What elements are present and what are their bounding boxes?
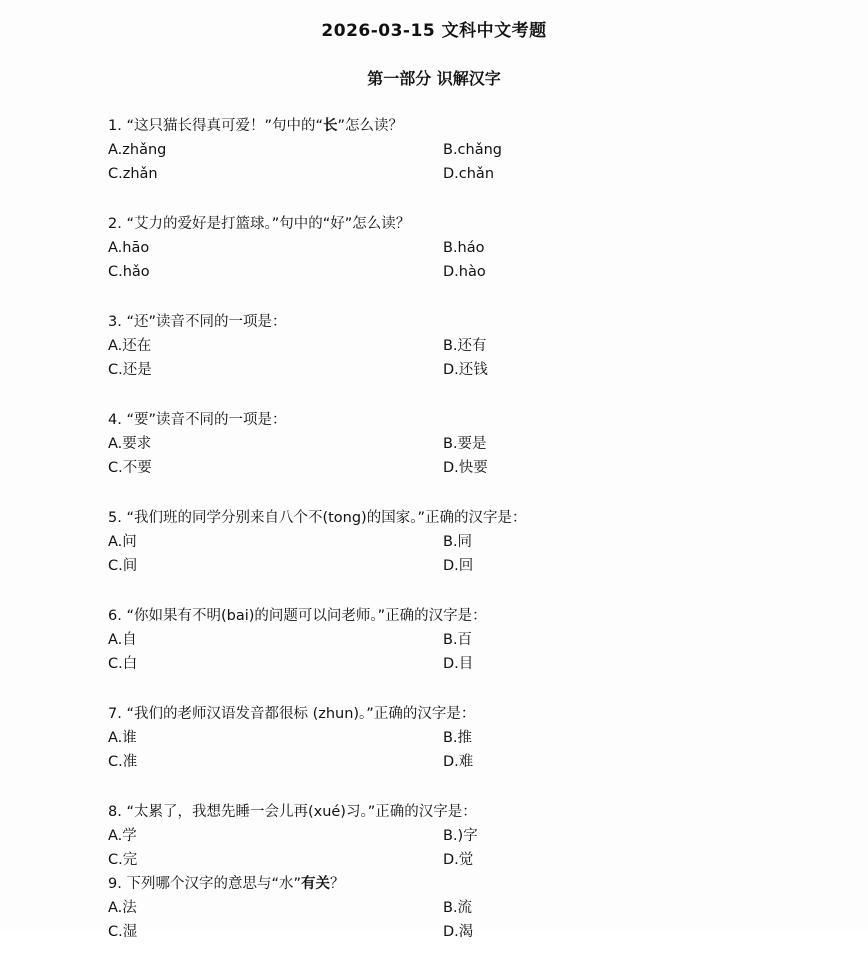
option-a: A.谁 (108, 730, 137, 746)
option-row (108, 824, 828, 848)
question-stem: 6. “你如果有不明(bai)的问题可以问老师。”正确的汉字是： (108, 608, 487, 624)
option-row (108, 896, 828, 920)
option-c: C.湿 (108, 924, 138, 940)
option-c: C.hǎo (108, 264, 150, 280)
question-5 (108, 506, 828, 604)
question-7 (108, 702, 828, 800)
question-stem: 7. “我们的老师汉语发音都很标 (zhun)。”正确的汉字是： (108, 706, 476, 722)
option-a: A.要求 (108, 436, 152, 452)
question-2 (108, 212, 828, 310)
question-stem: 5. “我们班的同学分别来自八个不(tong)的国家。”正确的汉字是： (108, 510, 527, 526)
option-row (108, 652, 828, 676)
option-row (108, 138, 828, 162)
option-row (108, 554, 828, 578)
option-d: D.难 (443, 754, 474, 770)
option-a: A.自 (108, 632, 137, 648)
option-a: A.学 (108, 828, 137, 844)
option-row (108, 162, 828, 186)
option-row (108, 456, 828, 480)
option-a: A.zhǎng (108, 142, 167, 158)
stem-text: 1. “这只猫长得真可爱！”句中的“ (108, 118, 323, 134)
option-b: B.chǎng (443, 142, 502, 158)
option-row (108, 920, 828, 944)
section-title: 第一部分 识解汉字 (367, 69, 501, 88)
stem-emphasis: 长 (322, 118, 338, 134)
option-b: B.同 (443, 534, 473, 550)
option-a: A.hāo (108, 240, 150, 256)
option-b: B.百 (443, 632, 473, 648)
option-d: D.chǎn (443, 166, 495, 182)
option-row (108, 530, 828, 554)
option-c: C.zhǎn (108, 166, 158, 182)
option-c: C.白 (108, 656, 138, 672)
option-row (108, 334, 828, 358)
option-d: D.hào (443, 264, 486, 280)
question-stem: 8. “太累了，我想先睡一会儿再(xué)习。”正确的汉字是： (108, 804, 477, 820)
option-c: C.间 (108, 558, 138, 574)
question-stem: 4. “要”读音不同的一项是： (108, 412, 287, 428)
question-1 (108, 114, 828, 212)
option-row (108, 628, 828, 652)
option-c: C.还是 (108, 362, 152, 378)
stem-emphasis: 有关 (300, 876, 330, 892)
option-b: B.还有 (443, 338, 487, 354)
option-row (108, 260, 828, 284)
question-9 (108, 872, 828, 970)
question-stem (108, 872, 828, 896)
option-a: A.还在 (108, 338, 152, 354)
option-d: D.快要 (443, 460, 488, 476)
option-c: C.完 (108, 852, 138, 868)
stem-text: 9. 下列哪个汉字的意思与“水” (108, 876, 301, 892)
question-8 (108, 800, 828, 872)
option-a: A.问 (108, 534, 137, 550)
question-4 (108, 408, 828, 506)
option-b: B.)字 (443, 828, 478, 844)
question-stem (108, 114, 828, 138)
option-d: D.目 (443, 656, 474, 672)
stem-text-end: ？ (329, 876, 345, 892)
stem-text-end: ”怎么读？ (337, 118, 403, 134)
option-row (108, 236, 828, 260)
question-stem: 3. “还”读音不同的一项是： (108, 314, 287, 330)
question-list (108, 114, 828, 970)
option-b: B.háo (443, 240, 485, 256)
option-row (108, 848, 828, 872)
option-row (108, 358, 828, 382)
question-6 (108, 604, 828, 702)
option-c: C.准 (108, 754, 138, 770)
option-row (108, 432, 828, 456)
document-title: 2026-03-15 文科中文考题 (321, 21, 547, 41)
option-d: D.还钱 (443, 362, 488, 378)
option-c: C.不要 (108, 460, 152, 476)
option-a: A.法 (108, 900, 137, 916)
option-b: B.要是 (443, 436, 487, 452)
question-3 (108, 310, 828, 408)
option-d: D.觉 (443, 852, 474, 868)
option-b: B.推 (443, 730, 473, 746)
question-stem: 2. “艾力的爱好是打篮球。”句中的“好”怎么读？ (108, 216, 411, 232)
option-row (108, 750, 828, 774)
option-b: B.流 (443, 900, 473, 916)
option-d: D.回 (443, 558, 474, 574)
option-row (108, 726, 828, 750)
option-d: D.渴 (443, 924, 474, 940)
